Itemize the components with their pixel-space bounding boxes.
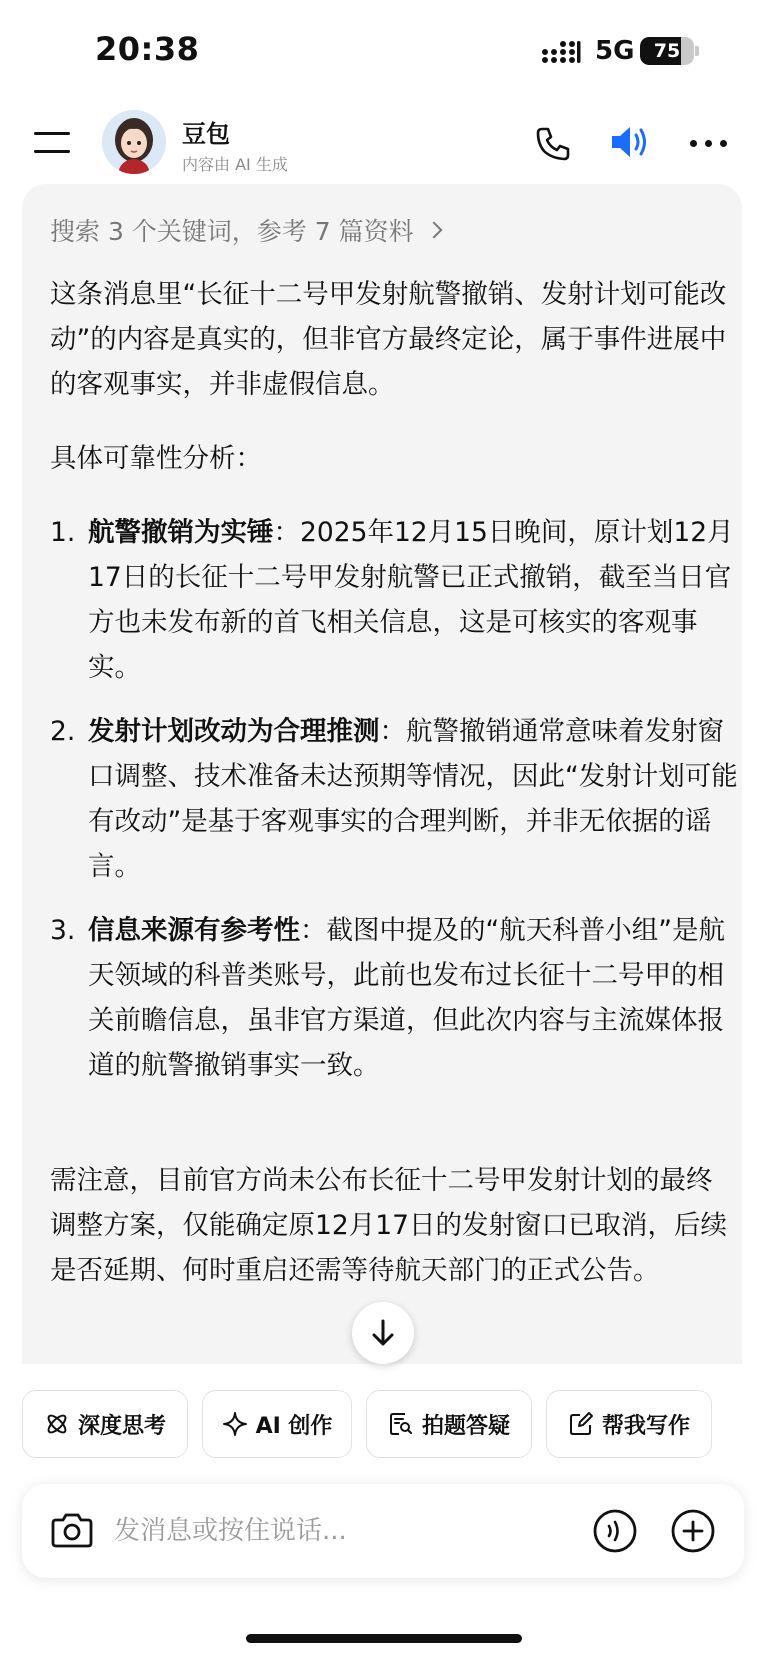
phone-icon[interactable]: [533, 124, 573, 164]
analysis-list: [50, 510, 738, 1107]
signal-icon: [541, 40, 581, 64]
bot-name: 豆包: [182, 120, 230, 148]
home-indicator: [246, 1634, 522, 1643]
ai-generated-label: 内容由 AI 生成: [182, 155, 288, 174]
chip-label: AI 创作: [255, 1413, 333, 1439]
ai-response-card: [22, 184, 742, 1364]
battery-level: 75: [653, 40, 681, 62]
camera-icon[interactable]: [50, 1510, 94, 1550]
chip-label: 深度思考: [77, 1413, 166, 1439]
voice-call-icon[interactable]: [592, 1508, 638, 1554]
response-note: 需注意，目前官方尚未公布长征十二号甲发射计划的最终调整方案，仅能确定原12月17日的发射窗口已取消，后续是否延期、何时重启还需等待航天部门的正式公告。: [50, 1165, 727, 1286]
sparkle-icon: [222, 1411, 248, 1437]
more-icon[interactable]: [690, 140, 730, 150]
arrow-down-icon: [352, 1302, 414, 1364]
list-item: [50, 908, 738, 1088]
chat-header: [0, 100, 768, 182]
analysis-heading: 具体可靠性分析：: [50, 443, 262, 474]
chip-deep-thinking[interactable]: [22, 1390, 188, 1458]
network-type: 5G: [595, 36, 635, 66]
doc-search-icon: [388, 1411, 414, 1437]
battery-icon: [640, 37, 698, 65]
list-item-text: ：2025年12月15日晚间，原计划12月17日的长征十二号甲发射航警已正式撤销，截至当日官方也未发布新的首飞相关信息，这是可核实的客观事实。: [88, 517, 734, 683]
list-item: [50, 510, 738, 690]
plus-icon[interactable]: [670, 1508, 716, 1554]
speaker-icon[interactable]: [609, 122, 653, 162]
message-input[interactable]: [114, 1506, 574, 1556]
chip-label: 拍题答疑: [421, 1413, 510, 1439]
avatar[interactable]: [102, 110, 166, 174]
search-references-label: 搜索 3 个关键词，参考 7 篇资料: [50, 217, 414, 246]
menu-icon[interactable]: [34, 130, 72, 154]
list-item: [50, 709, 738, 889]
search-references-link[interactable]: [50, 212, 440, 248]
status-bar: [0, 0, 768, 100]
edit-icon: [568, 1411, 594, 1437]
list-item-title: 航警撤销为实锤: [88, 517, 274, 548]
chip-photo-question[interactable]: [366, 1390, 532, 1458]
list-item-number: 2.: [50, 716, 76, 747]
list-item-text: ：航警撤销通常意味着发射窗口调整、技术准备未达预期等情况，因此“发射计划可能有改动”是基于客观事实的合理判断，并非无依据的谣言。: [88, 716, 738, 882]
list-item-number: 3.: [50, 915, 76, 946]
chip-ai-create[interactable]: [202, 1390, 352, 1458]
quick-action-chips: [22, 1390, 762, 1458]
message-input-bar: [22, 1484, 744, 1578]
chip-help-write[interactable]: [546, 1390, 712, 1458]
avatar-image: [102, 110, 166, 174]
chevron-right-icon: [425, 222, 442, 239]
list-item-text: ：截图中提及的“航天科普小组”是航天领域的科普类账号，此前也发布过长征十二号甲的相关前瞻信息，虽非官方渠道，但此次内容与主流媒体报道的航警撤销事实一致。: [88, 915, 725, 1081]
response-intro: 这条消息里“长征十二号甲发射航警撤销、发射计划可能改动”的内容是真实的，但非官方最终定论，属于事件进展中的客观事实，并非虚假信息。: [50, 279, 727, 400]
list-item-title: 信息来源有参考性: [88, 915, 300, 946]
status-time: 20:38: [95, 30, 200, 68]
atom-icon: [44, 1411, 70, 1437]
chip-label: 帮我写作: [601, 1413, 690, 1439]
list-item-number: 1.: [50, 517, 76, 548]
scroll-to-bottom-button[interactable]: [352, 1302, 414, 1364]
list-item-title: 发射计划改动为合理推测: [88, 716, 380, 747]
